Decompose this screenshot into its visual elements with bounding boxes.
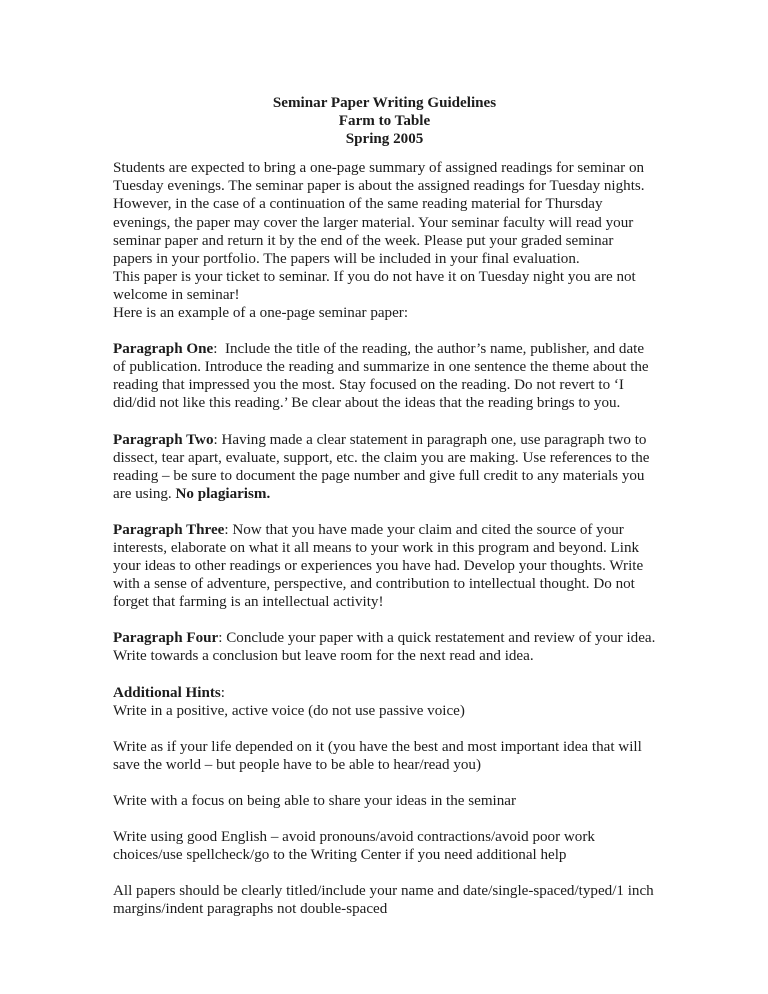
paragraph-two — [113, 431, 656, 503]
paragraph-two-label: Paragraph Two — [113, 431, 214, 448]
title-line-3: Spring 2005 — [345, 131, 424, 148]
paragraph-two-section — [113, 431, 656, 503]
paragraph-one-label: Paragraph One — [113, 341, 214, 358]
additional-hints-heading-separator: : — [220, 684, 225, 701]
additional-hints-heading-label: Additional Hints — [113, 684, 221, 701]
additional-hints-section — [113, 684, 656, 720]
paragraph-one-text: Include the title of the reading, the author’s name, publisher, and date of publication. Introduce the reading and summarize in one sentence the theme about the reading that impressed you the most. Stay focused on the reading. Do not revert to ‘I did/did not like this reading.’ Be clear about the ideas that the reading brings to you. — [113, 341, 653, 412]
intro-paragraph-example: Here is an example of a one-page seminar paper: — [113, 305, 409, 322]
hint-item-life-depended: Write as if your life depended on it (you have the best and most important idea that will save the world – but people have to be able to hear/read you) — [113, 738, 646, 773]
intro-paragraph-ticket: This paper is your ticket to seminar. If you do not have it on Tuesday night you are not welcome in seminar! — [113, 268, 640, 303]
paragraph-three — [113, 521, 656, 611]
hint-item-active-voice: Write in a positive, active voice (do not use passive voice) — [113, 702, 465, 719]
paragraph-four — [113, 629, 659, 665]
title-line-2: Farm to Table — [338, 113, 431, 130]
paragraph-four-separator: : — [218, 630, 227, 647]
paragraph-two-separator: : — [213, 431, 222, 448]
hint-item-paper-format: All papers should be clearly titled/include your name and date/single-spaced/typed/1 inch margins/indent paragraphs not double-spaced — [113, 883, 658, 918]
paragraph-three-label: Paragraph Three — [113, 521, 225, 538]
paragraph-one-section — [113, 340, 656, 412]
document-page — [113, 94, 659, 936]
document-title — [113, 94, 656, 148]
hint-paper-format-section — [113, 882, 656, 918]
title-line-1: Seminar Paper Writing Guidelines — [272, 95, 497, 111]
hint-item-good-english: Write using good English – avoid pronouns/avoid contractions/avoid poor work choices/use spellcheck/go to the Writing Center if you need additional help — [113, 829, 599, 864]
hint-good-english-section — [113, 828, 656, 864]
hint-share-ideas-section — [113, 792, 656, 810]
hint-item-share-ideas: Write with a focus on being able to share your ideas in the seminar — [113, 792, 517, 809]
paragraph-four-label: Paragraph Four — [113, 630, 219, 647]
paragraph-three-separator: : — [224, 521, 233, 538]
paragraph-four-text: Conclude your paper with a quick restatement and review of your idea. Write towards a conclusion but leave room for the next read and idea. — [113, 630, 659, 665]
intro-paragraph-summary: Students are expected to bring a one-page summary of assigned readings for seminar on Tuesday evenings. The seminar paper is about the assigned readings for Tuesday nights. However, in the case of a continuation of the same reading material for Thursday evenings, the paper may cover the larger material. Your seminar faculty will read your seminar paper and return it by the end of the week. Please put your graded seminar papers in your portfolio. The papers will be included in your final evaluation. — [113, 160, 649, 267]
paragraph-three-text: Now that you have made your claim and cited the source of your interests, elaborate on what it all means to your work in this program and beyond. Link your ideas to other readings or experiences you have had. Develop your thoughts. Write with a sense of adventure, perspective, and contribution to intellectual thought. Do not forget that farming is an intellectual activity! — [113, 521, 647, 611]
paragraph-four-section — [113, 629, 659, 665]
paragraph-two-bold-tail: No plagiarism. — [175, 485, 271, 502]
intro-section — [113, 159, 656, 322]
paragraph-one-separator: : — [213, 341, 225, 358]
additional-hints-heading — [113, 684, 656, 702]
hint-life-depended-section — [113, 738, 656, 774]
paragraph-two-text: Having made a clear statement in paragraph one, use paragraph two to dissect, tear apart, evaluate, support, etc. the claim you are making. Use references to the reading – be sure to document the page number and give full credit to any materials you are using. — [113, 431, 654, 502]
paragraph-three-section — [113, 521, 656, 611]
paragraph-one — [113, 340, 656, 412]
